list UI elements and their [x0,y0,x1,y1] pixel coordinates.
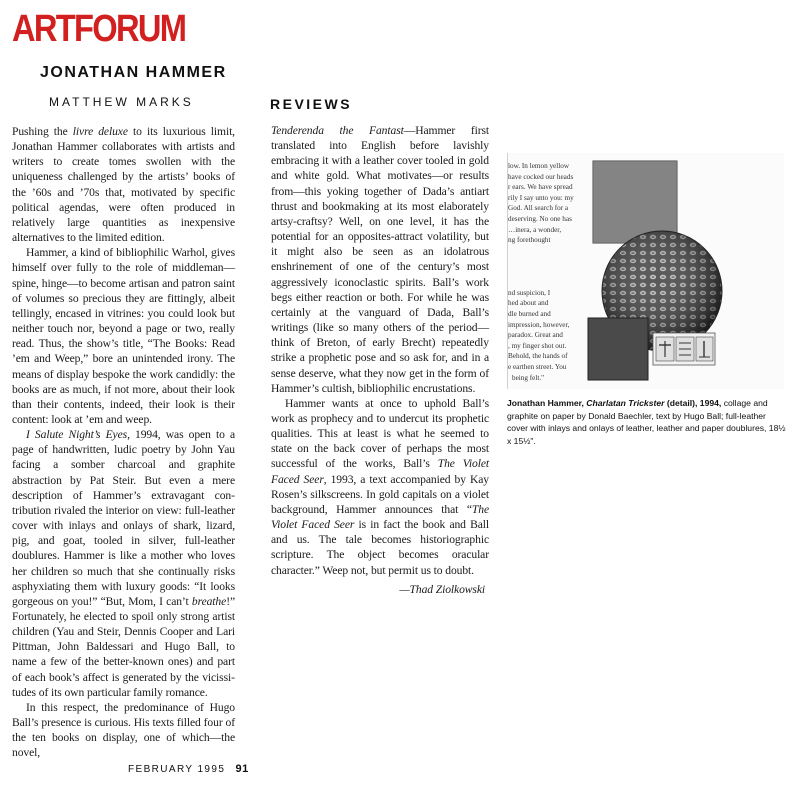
gallery-name: MATTHEW MARKS [49,95,194,109]
paragraph-4-start: In this respect, the predominance of Hugo Ball’s presence is curious. His texts filled four of the ten books on display, one of which—the novel, [12,700,235,760]
artforum-logo: ARTFORUM [12,8,186,50]
artwork-text-line: nd suspicion, I [508,288,551,297]
collage-stamp-strip [653,333,715,365]
artwork-text-line: impression, however, [508,320,570,329]
paragraph-3: I Salute Night’s Eyes, 1994, was open to a page of handwritten, ludic poetry by John Yau facing a somber charcoal and graphite abstraction by Pat Steir. But even a mere description of Hammer’s extravagant contribution rivaled the interior on view: full-leather cover with inlays and onlays of shark, lizard, pig, and goat, tooled in silver, full-leather doublures. Hammer is like a mother who loves her children so much that she continually risks asphyxiating them with luxury goods: “It looks gorgeous on you!” “But, Mom, I can’t breathe!” Fortunately, he elected to spoil only strong artist children (Yau and Steir, Dennis Cooper and Lari Pittman, John Baldessari and Hugo Ball, to name a few of the better-known ones) and part of each book’s affect is generated by the vicissitudes of its own particular family romance. [12,428,235,699]
collage-bottom-square [588,318,648,380]
artwork-text-line: deserving. No one has [508,214,572,223]
artwork-text-line: God. All search for a [508,204,569,213]
artwork-text-line: hed about and [508,299,549,308]
figure-caption: Jonathan Hammer, Charlatan Trickster (detail), 1994, collage and graphite on paper by Donald Baechler, text by Hugo Ball; full-leather cover with inlays and onlays of leather, leather and paper doublures, 18½ x 15½". [507,398,786,446]
page-footer [128,763,249,775]
artwork-text-line: being felt." [512,373,545,382]
artwork-text-line: dle burned and [508,309,551,318]
issue-date: FEBRUARY 1995 [128,764,226,775]
artwork-text-line: have cocked our heads [508,172,574,181]
artwork-text-line: e earthen street. You [508,362,567,371]
artwork-text-line: r ears. We have spread [508,183,573,192]
artwork-text-line: low. In lemon yellow [508,162,570,170]
artwork-text-line: paradox. Great and [508,331,563,340]
paragraph-1: Pushing the livre deluxe to its luxurious limit, Jonathan Hammer collaborates with artists and writers to create tomes swollen with the uniqueness challenged by the artists’ books of the ’60s and ’70s that, motivated by specific political agendas, were often produced in relatively large quantities as inexpensive alternatives to the limited edition. [12,125,235,245]
article-column-1 [12,124,235,761]
artwork-text-line: rily I say unto you: my [508,193,574,202]
byline: —Thad Ziolkowski [399,582,485,596]
artwork-text-line: , my finger shot out. [508,341,567,350]
article-column-2 [271,123,489,597]
artwork-text-line: Behold, the hands of [508,352,568,361]
paragraph-5: Hammer wants at once to uphold Ball’s work as prophecy and to undercut its prophetic qualities. This at least is what he seemed to state on the back cover of perhaps the most successful of the works, Ball’s The Violet Faced Seer, 1993, a text accompanied by Kay Rosen’s silkscreens. In gold capitals on a violet background, Hammer announces that “The Violet Faced Seer is in fact the book and Ball and us. The tale becomes historiographic scripture. The object becomes oracular character.” Weep not, but permit us to doubt. [271,396,489,577]
artwork-collage [508,153,784,389]
page-number: 91 [235,763,249,775]
artwork-text-line: ng forethought [508,236,551,245]
artist-name-heading: JONATHAN HAMMER [40,64,227,81]
paragraph-4-continued: Tenderenda the Fantast—Hammer first translated into English before lavishly embracing it with a leather cover tooled in gold and white gold. What motivates—or results from—this yoking together of Dada’s antiart thrust and bookmaking at its most elaborately artsy-craftsy? Well, on one level, it has the potential for an opposites-attract volatility, but it might also be seen as an idolatrous enshrinement of one of the century’s most aggressively iconoclastic spirits. Ball’s work begs either reaction or both. For while he was certainly at the vanguard of Dada, Ball’s writings (like so many others of the period—think of Breton, of early Brecht) repeatedly strike a prophetic pose and so ask for, and in a sense deserve, what they now get in the form of Hammer’s cultish, bibliophilic encrustations. [271,124,489,395]
section-heading: REVIEWS [270,96,353,112]
artwork-text-line: …inera, a wonder, [508,225,562,234]
paragraph-2: Hammer, a kind of bibliophilic Warhol, gives himself over fully to the role of middleman—spine, hinge—to become artisan and patron saint of volumes so precious they are fittingly, albeit tellingly, encased in vitrines: you could look but neither touch nor, beyond a page or two, really read. Thus, the show’s title, “The Books: Read ’em and Weep,” bore an unintended irony. The means of display bespoke the work candidly: the books are as much, if not more, about their look than their contents, indeed, their look is their content: look at ’em and weep. [12,246,235,426]
artwork-image [507,153,784,389]
